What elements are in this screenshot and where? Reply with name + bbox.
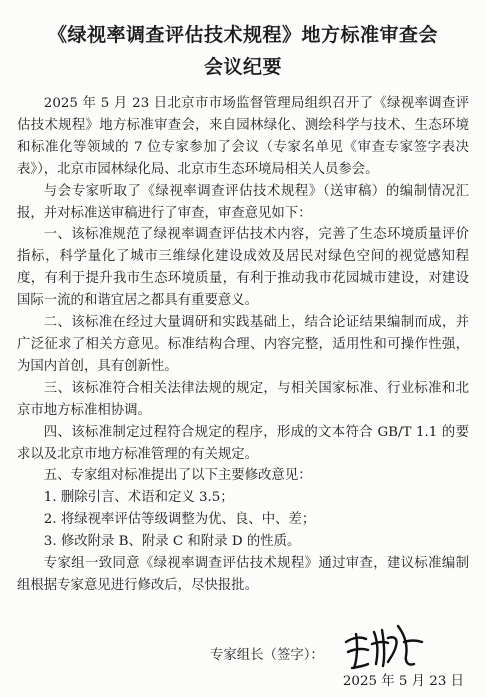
list-item: 2. 将绿视率评估等级调整为优、良、中、差； (43, 512, 316, 528)
signature-label: 专家组长（签字）： (210, 648, 324, 663)
list-item: 1. 删除引言、术语和定义 3.5； (43, 490, 234, 506)
document-date: 2025 年 5 月 23 日 (342, 674, 464, 689)
document-title-line2: 会议纪要 (203, 56, 282, 78)
list-item: 3. 修改附录 B、附录 C 和附录 D 的性质。 (43, 534, 301, 550)
paragraph-opinion-2: 二、该标准在经过大量调研和实践基础上，结合论证结果编制而成，并广泛征求了相关方意见。标准结构合理、内容完整，适用性和可操作性强，为国内首创，具有创新性。 (17, 315, 469, 374)
document-title-line1: 《绿视率调查评估技术规程》地方标准审查会 (47, 24, 438, 46)
document-body (17, 93, 469, 597)
handwritten-signature (338, 612, 428, 672)
paragraph-opinion-1: 一、该标准规范了绿视率调查评估技术内容，完善了生态环境质量评价指标，科学量化了城市三维绿化建设成效及居民对绿色空间的视觉感知程度，有利于提升我市生态环境质量，有利于推动我市花园城市建设，对建设国际一流的和谐宜居之都具有重要意义。 (17, 227, 469, 309)
paragraph-opinion-5: 五、专家组对标准提出了以下主要修改意见： (43, 468, 312, 484)
paragraph-review-summary: 与会专家听取了《绿视率调查评估技术规程》（送审稿）的编制情况汇报，并对标准送审稿进行了审查，审查意见如下： (17, 183, 469, 221)
paragraph-opinion-4: 四、该标准制定过程符合规定的程序，形成的文本符合 GB/T 1.1 的要求以及北京市地方标准管理的有关规定。 (17, 424, 469, 462)
paragraph-conclusion: 专家组一致同意《绿视率调查评估技术规程》通过审查，建议标准编制组根据专家意见进行修改后，尽快报批。 (17, 556, 469, 593)
paragraph-intro: 2025 年 5 月 23 日北京市市场监督管理局组织召开了《绿视率调查评估技术规程》地方标准审查会，来自园林绿化、测绘科学与技术、生态环境和标准化等领域的 7 位专家参加了会议（专家名单见《审查专家签字表决表》），北京市园林绿化局、北京市生态环境局相关人员参会。 (17, 96, 469, 177)
paragraph-opinion-3: 三、该标准符合相关法律法规的规定，与相关国家标准、行业标准和北京市地方标准相协调。 (17, 380, 469, 418)
